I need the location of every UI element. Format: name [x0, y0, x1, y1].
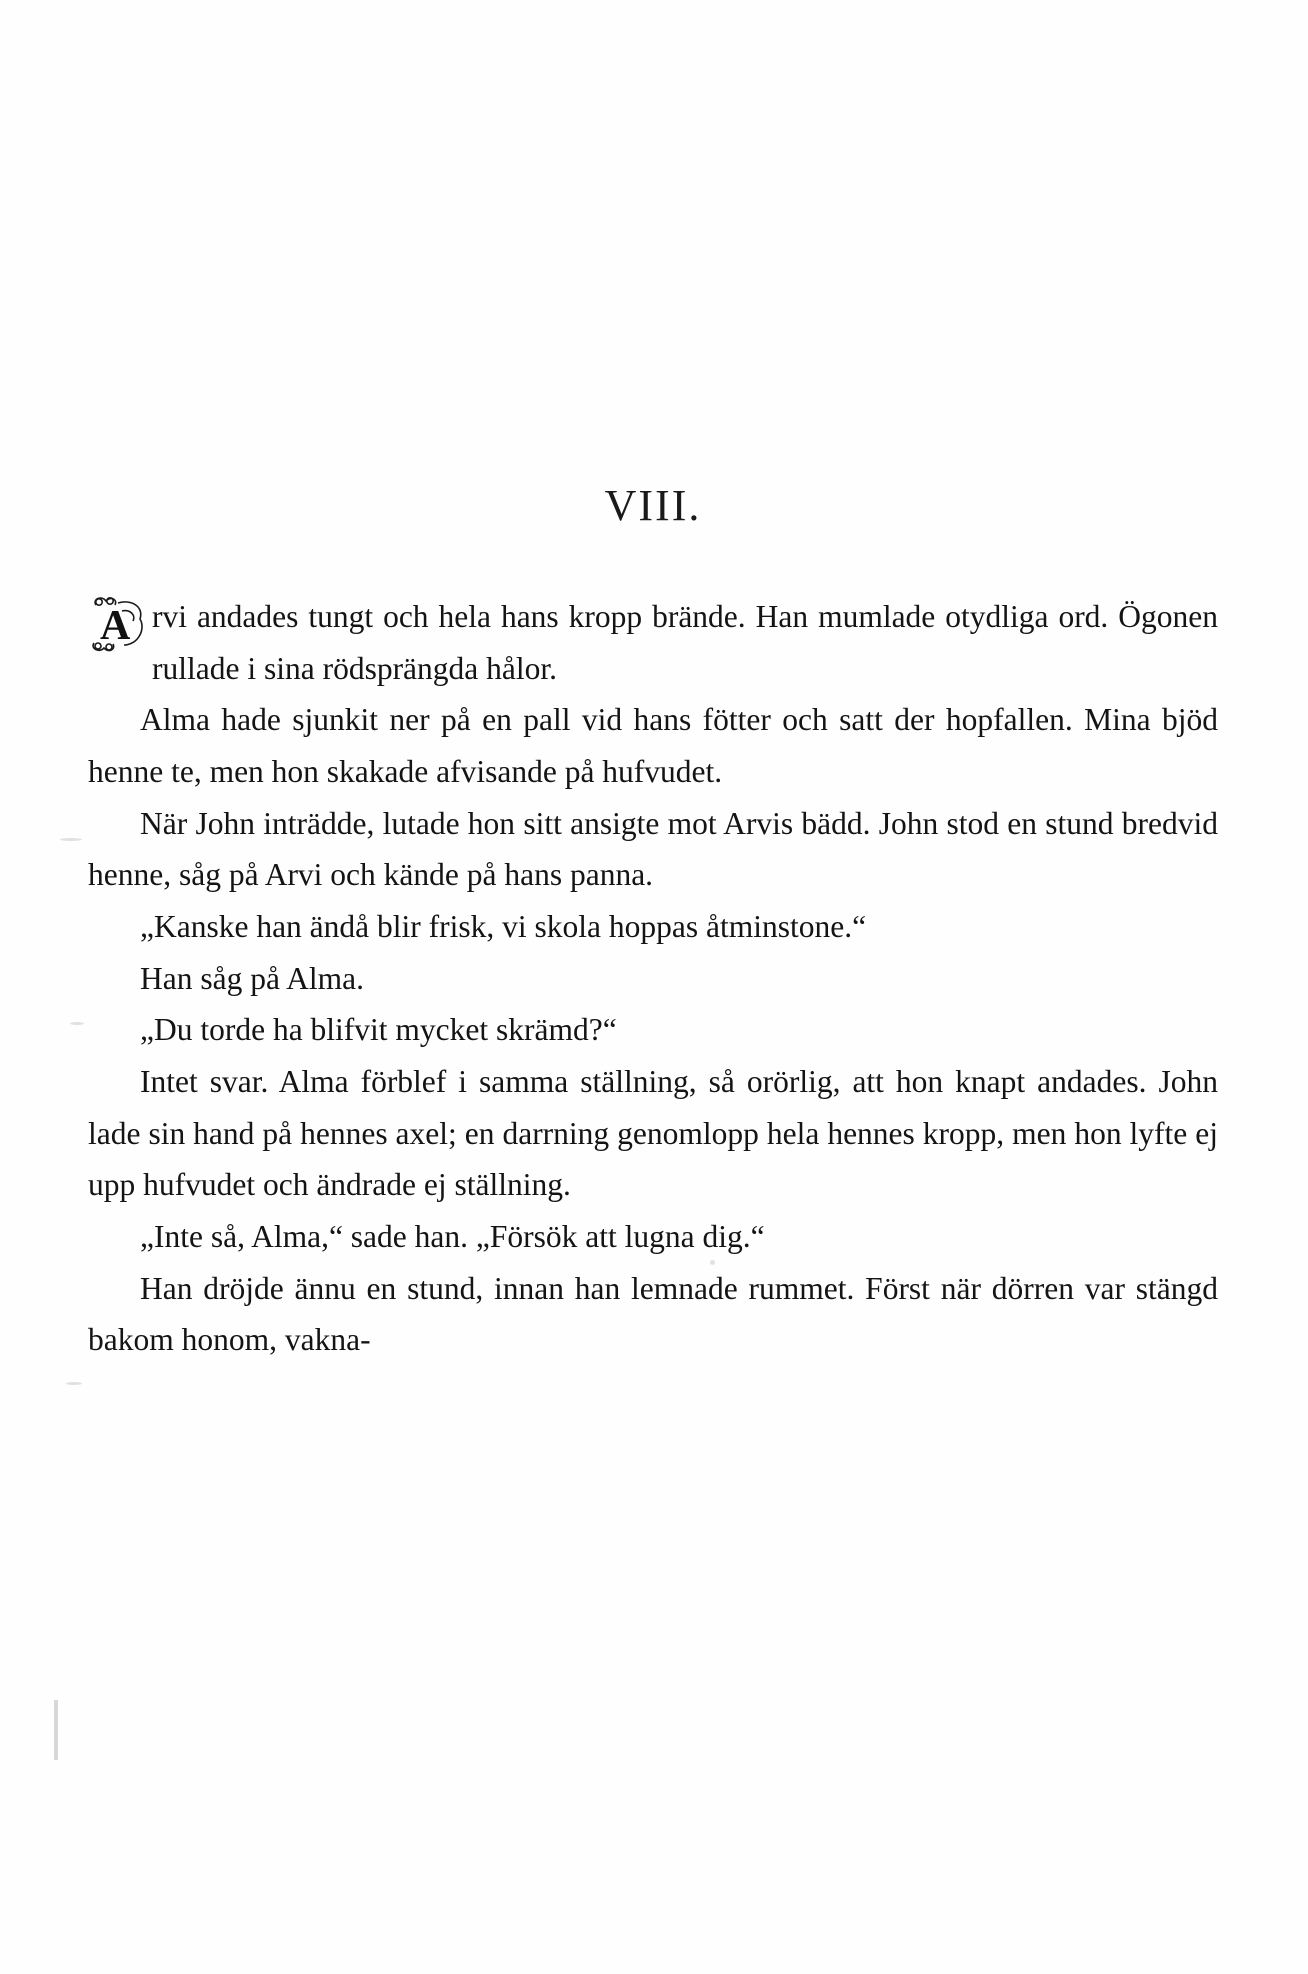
paragraph	[88, 1211, 1218, 1263]
decorated-dropcap-A	[88, 593, 150, 655]
paragraph-text: „Kanske han ändå blir frisk, vi skola hoppas åtminstone.“	[140, 908, 867, 944]
paragraph-text: „Du torde ha blifvit mycket skrämd?“	[140, 1012, 617, 1048]
svg-text:A: A	[100, 603, 131, 649]
chapter-heading: VIII.	[604, 481, 702, 530]
paragraph	[88, 901, 1218, 953]
scan-speck	[66, 1382, 82, 1385]
paragraph	[88, 694, 1218, 797]
paragraph	[88, 953, 1218, 1005]
paragraph	[88, 591, 1218, 694]
paragraph-text: När John inträdde, lutade hon sitt ansigte mot Arvis bädd. John stod en stund bredvid henne, såg på Arvi och kände på hans panna.	[88, 805, 1218, 893]
scan-speck	[70, 1022, 84, 1025]
scan-edge-mark	[54, 1700, 58, 1760]
page-text	[88, 480, 1218, 1366]
scan-speck	[60, 838, 82, 841]
paragraph-text: Han såg på Alma.	[140, 960, 364, 996]
paragraph-text: Han dröjde ännu en stund, innan han lemnade rummet. Först när dörren var stängd bakom honom, vakna-	[88, 1270, 1218, 1358]
paragraph	[88, 1004, 1218, 1056]
paragraph	[88, 1263, 1218, 1366]
paragraph	[88, 1056, 1218, 1211]
paragraph-text: rvi andades tungt och hela hans kropp brände. Han mumlade otydliga ord. Ögonen rullade i sina rödsprängda hålor.	[152, 599, 1218, 686]
paragraph	[88, 798, 1218, 901]
paragraph-text: „Inte så, Alma,“ sade han. „Försök att lugna dig.“	[140, 1218, 765, 1254]
paragraph-text: Alma hade sjunkit ner på en pall vid hans fötter och satt der hopfallen. Mina bjöd henne te, men hon skakade afvisande på hufvudet.	[88, 702, 1218, 789]
paragraph-text: Intet svar. Alma förblef i samma ställning, så orörlig, att hon knapt andades. John lade sin hand på hennes axel; en darrning genomlopp hela hennes kropp, men hon lyfte ej upp hufvudet och ändrade ej ställning.	[88, 1063, 1218, 1203]
